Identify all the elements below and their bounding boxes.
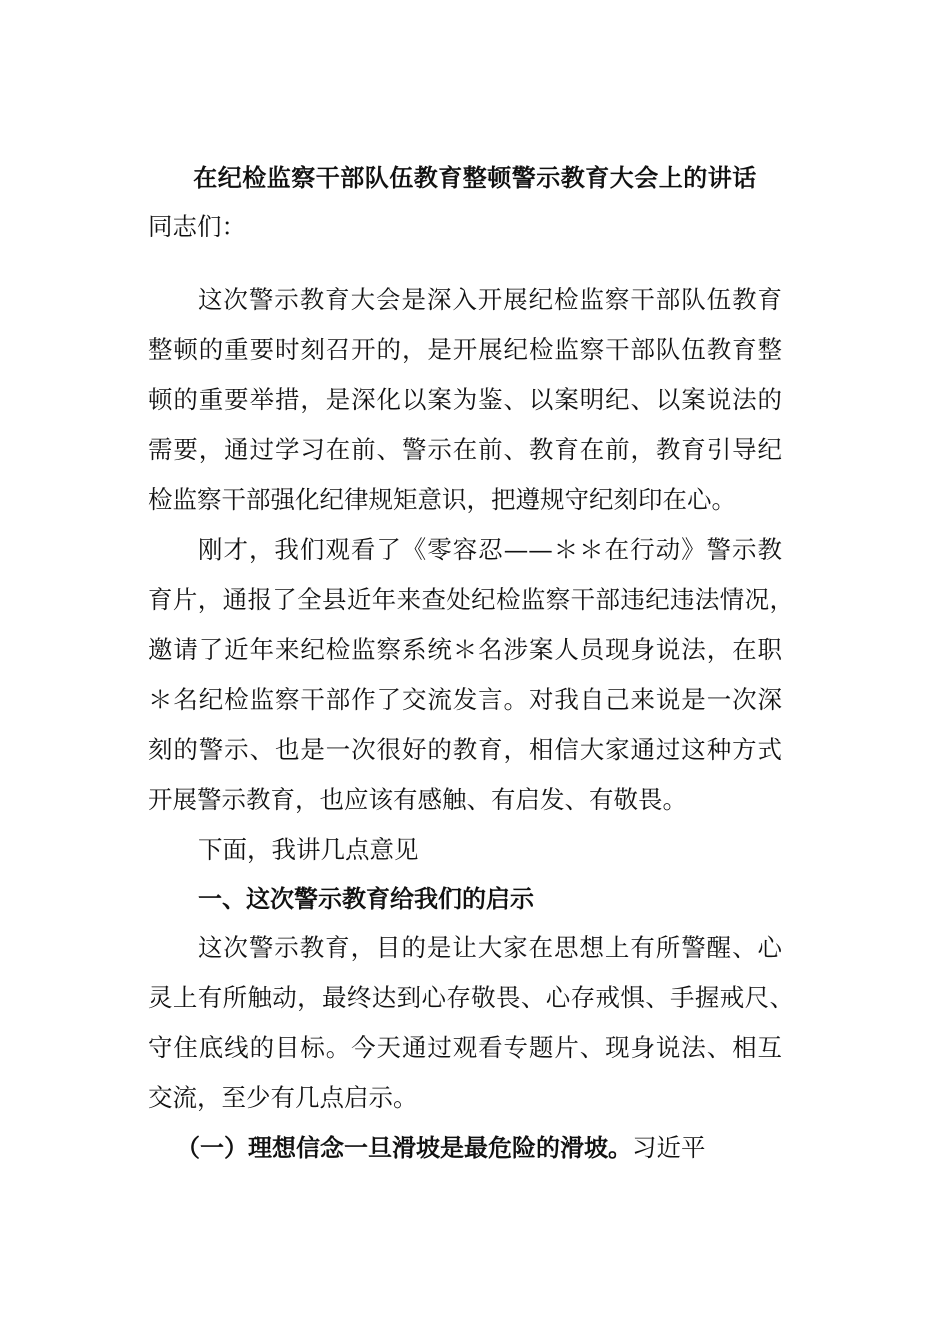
document-title: 在纪检监察干部队伍教育整顿警示教育大会上的讲话 xyxy=(193,164,757,192)
paragraph-line: 这次警示教育大会是深入开展纪检监察干部队伍教育 xyxy=(198,285,782,314)
paragraph-line: 刻的警示、也是一次很好的教育，相信大家通过这种方式 xyxy=(148,735,782,764)
subheading-continuation: 习近平 xyxy=(632,1133,706,1162)
paragraph-line: 刚才，我们观看了《零容忍——＊＊在行动》警示教 xyxy=(198,535,782,564)
paragraph-line: 守住底线的目标。今天通过观看专题片、现身说法、相互 xyxy=(148,1033,782,1062)
paragraph-line: 检监察干部强化纪律规矩意识，把遵规守纪刻印在心。 xyxy=(148,485,736,514)
salutation: 同志们： xyxy=(148,212,246,241)
paragraph-line: 整顿的重要时刻召开的，是开展纪检监察干部队伍教育整 xyxy=(148,335,782,364)
paragraph-line: 交流，至少有几点启示。 xyxy=(148,1083,418,1112)
paragraph-line: 开展警示教育，也应该有感触、有启发、有敬畏。 xyxy=(148,785,687,814)
paragraph-line: 需要，通过学习在前、警示在前、教育在前，教育引导纪 xyxy=(148,435,782,464)
paragraph-line: 灵上有所触动，最终达到心存敬畏、心存戒惧、手握戒尺、 xyxy=(148,983,794,1012)
paragraph-line: 顿的重要举措，是深化以案为鉴、以案明纪、以案说法的 xyxy=(148,385,782,414)
paragraph-line: 这次警示教育，目的是让大家在思想上有所警醒、心 xyxy=(198,933,782,962)
paragraph-line: 下面，我讲几点意见 xyxy=(198,835,419,864)
subheading-line xyxy=(176,1128,706,1168)
subheading-bold: （一）理想信念一旦滑坡是最危险的滑坡。 xyxy=(176,1134,632,1162)
paragraph-line: 育片，通报了全县近年来查处纪检监察干部违纪违法情况， xyxy=(148,585,794,614)
paragraph-line: 邀请了近年来纪检监察系统＊名涉案人员现身说法，在职 xyxy=(148,635,782,664)
paragraph-line: ＊名纪检监察干部作了交流发言。对我自己来说是一次深 xyxy=(148,685,782,714)
section-heading: 一、这次警示教育给我们的启示 xyxy=(198,885,534,913)
